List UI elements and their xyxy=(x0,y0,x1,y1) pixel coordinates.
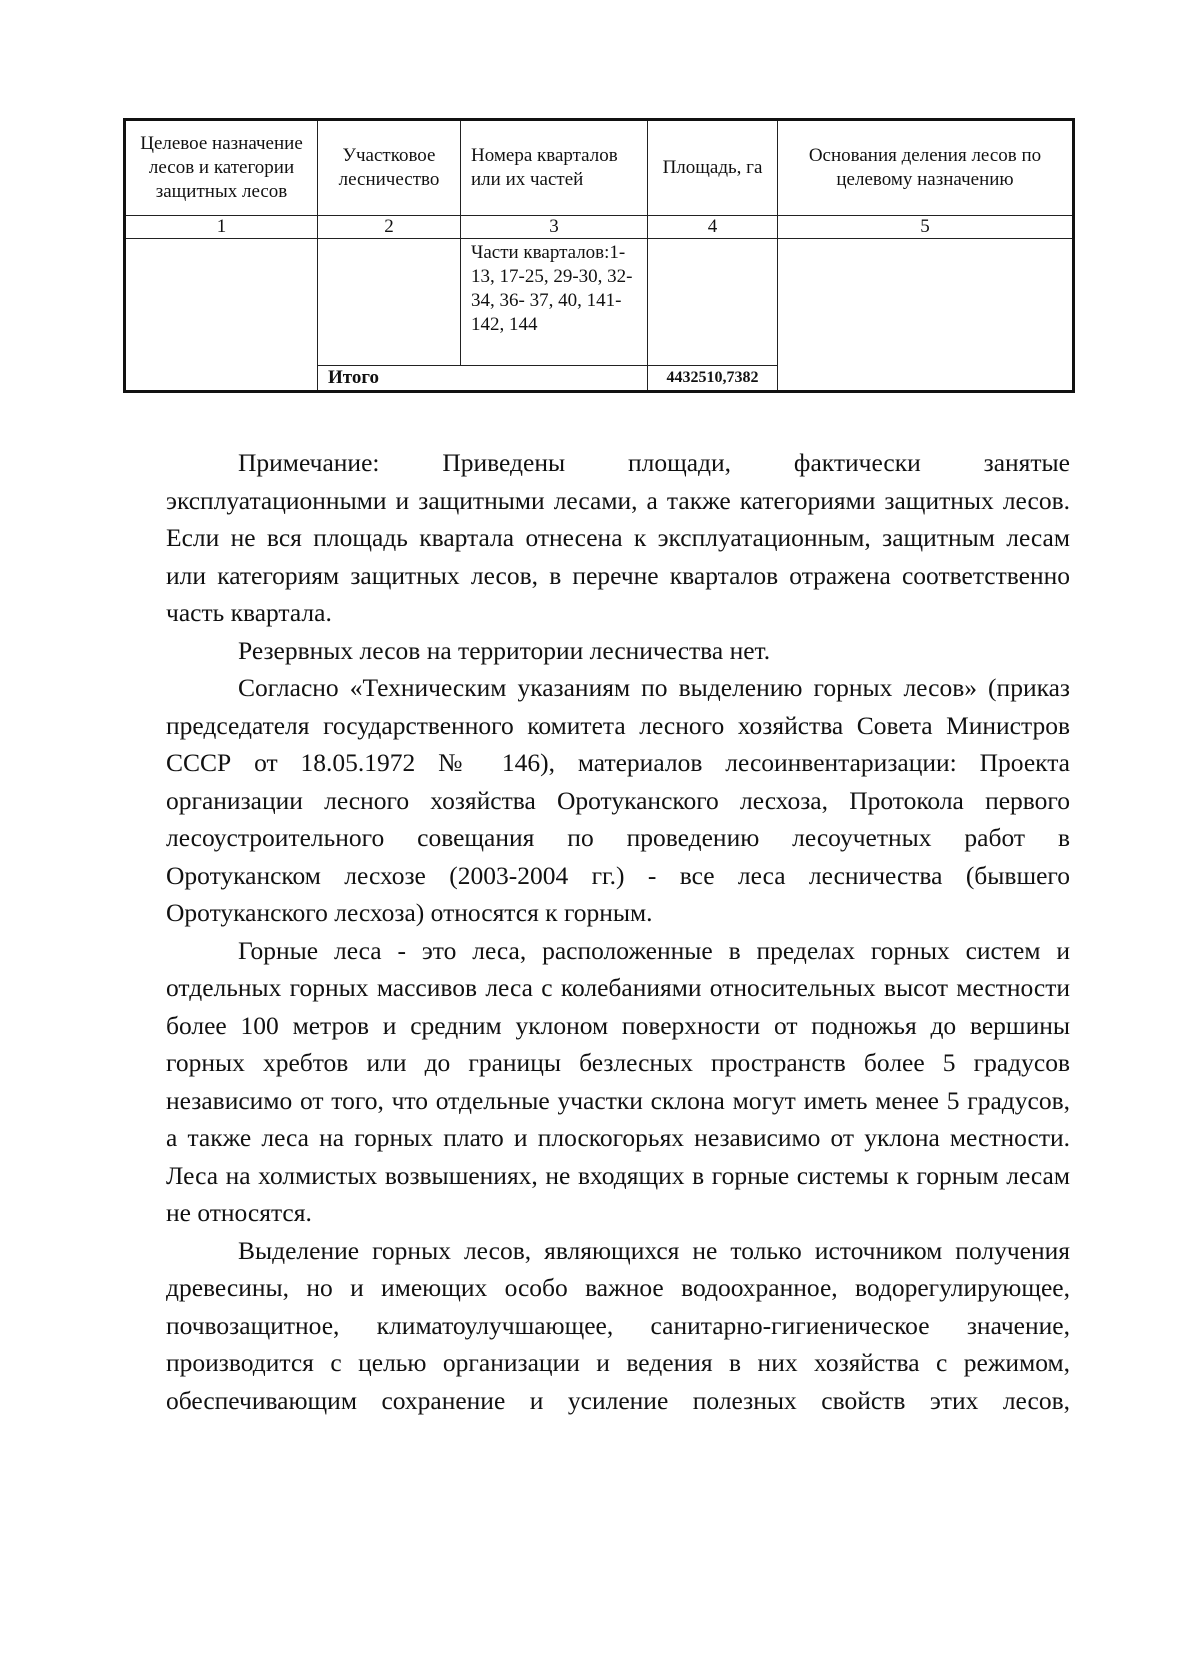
reserve-forests-paragraph: Резервных лесов на территории лесничества нет. xyxy=(238,635,771,665)
header-basis: Основания деления лесов по целевому назначению xyxy=(778,120,1074,216)
note-paragraph: Примечание: Приведены площади, фактически занятые эксплуатационными и защитными лесами, а также категориями защитных лесов. Если не вся площадь квартала отнесена к эксплуатационным, защитным лесам или категориям защитных лесов, в перечне кварталов отражена соответственно часть квартала. xyxy=(166,448,1070,627)
cell-purpose xyxy=(125,239,318,392)
column-number-row xyxy=(125,216,1074,239)
body-text xyxy=(166,444,1070,1419)
cell-basis xyxy=(778,239,1074,392)
column-number: 4 xyxy=(648,216,778,239)
column-number: 5 xyxy=(778,216,1074,239)
cell-area xyxy=(648,239,778,366)
total-area-value: 4432510,7382 xyxy=(648,366,778,392)
table-header-row xyxy=(125,120,1074,216)
header-district: Участковое лесничество xyxy=(318,120,461,216)
mountain-forests-definition-paragraph: Горные леса - это леса, расположенные в пределах горных систем и отдельных горных массивов леса с колебаниями относительных высот местности более 100 метров и средним уклоном поверхности от подножья до вершины горных хребтов или до границы безлесных пространств более 5 градусов независимо от того, что отдельные участки склона могут иметь менее 5 градусов, а также леса на горных плато и плоскогорьях независимо от уклона местности. Леса на холмистых возвышениях, не входящих в горные системы к горным лесам не относятся. xyxy=(166,935,1070,1227)
column-number: 3 xyxy=(461,216,648,239)
mountain-forests-purpose-paragraph: Выделение горных лесов, являющихся не только источником получения древесины, но и имеющих особо важное водоохранное, водорегулирующее, почвозащитное, климатоулучшающее, санитарно-гигиеническое значение, производится с целью организации и ведения в них хозяйства с режимом, обеспечивающим сохранение и усиление полезных свойств этих лесов, xyxy=(166,1235,1070,1415)
cell-district xyxy=(318,239,461,366)
header-purpose: Целевое назначение лесов и категории защитных лесов xyxy=(125,120,318,216)
table-row xyxy=(125,239,1074,366)
column-number: 2 xyxy=(318,216,461,239)
header-quarters: Номера кварталов или их частей xyxy=(461,120,648,216)
technical-guidelines-paragraph: Согласно «Техническим указаниям по выделению горных лесов» (приказ председателя государственного комитета лесного хозяйства Совета Министров СССР от 18.05.1972 № 146), материалов лесоинвентаризации: Проекта организации лесного хозяйства Оротуканского лесхоза, Протокола первого лесоустроительного совещания по проведению лесоучетных работ в Оротуканском лесхозе (2003-2004 гг.) - все леса лесничества (бывшего Оротуканского лесхоза) относятся к горным. xyxy=(166,673,1070,927)
cell-quarter-parts: Части кварталов:1-13, 17-25, 29-30, 32-34, 36- 37, 40, 141-142, 144 xyxy=(461,239,648,366)
header-area: Площадь, га xyxy=(648,120,778,216)
total-label: Итого xyxy=(318,366,648,392)
column-number: 1 xyxy=(125,216,318,239)
forest-purpose-table xyxy=(123,118,1075,393)
